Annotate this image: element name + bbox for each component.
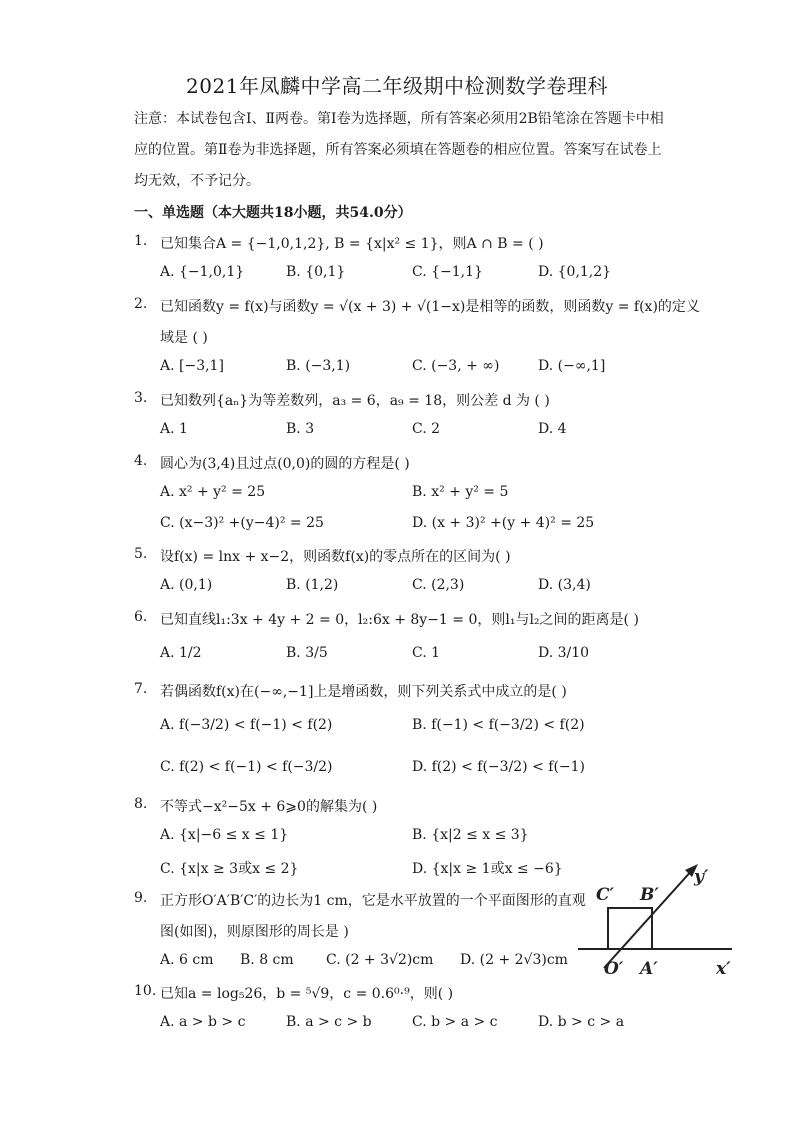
label-c: C′ (596, 885, 615, 905)
y-axis-line (604, 868, 694, 968)
question-text: 已知集合A = {−1,0,1,2}, B = {x|x² ≤ 1}，则A ∩ B = ( ) (160, 236, 544, 252)
option-a: A. 6 cm (160, 952, 214, 968)
question-number: 2. (134, 296, 148, 312)
label-b: B′ (640, 885, 659, 905)
option-c: C. (x−3)² +(y−4)² = 25 (160, 515, 324, 531)
option-b: B. f(−1) < f(−3/2) < f(2) (412, 717, 585, 733)
question-number: 4. (134, 453, 148, 469)
option-c: C. (2 + 3√2)cm (326, 952, 434, 968)
options-4b (160, 515, 680, 537)
option-b: B. x² + y² = 5 (412, 484, 509, 500)
options-3 (160, 421, 680, 443)
option-d: D. (2 + 2√3)cm (460, 952, 568, 968)
square-diagram (574, 856, 744, 986)
question-text: 已知函数y = f(x)与函数y = √(x + 3) + √(1−x)是相等的函数，则函数y = f(x)的定义 (160, 299, 700, 315)
option-a: A. x² + y² = 25 (160, 484, 266, 500)
option-b: B. {0,1} (286, 264, 346, 280)
question-text: 已知数列{aₙ}为等差数列，a₃ = 6，a₉ = 18，则公差 d 为 ( ) (160, 393, 550, 409)
option-c: C. {−1,1} (412, 264, 483, 280)
option-c: C. 2 (412, 421, 441, 437)
option-a: A. {−1,0,1} (160, 264, 245, 280)
question-text: 正方形O′A′B′C′的边长为1 cm，它是水平放置的一个平面图形的直观 (160, 893, 586, 909)
question-number: 6. (134, 609, 148, 625)
option-a: A. 1/2 (160, 645, 202, 661)
option-a: A. f(−3/2) < f(−1) < f(2) (160, 717, 333, 733)
option-a: A. (0,1) (160, 577, 213, 593)
question-text: 不等式−x²−5x + 6⩾0的解集为( ) (160, 799, 378, 815)
question-text: 若偶函数f(x)在(−∞,−1]上是增函数，则下列关系式中成立的是( ) (160, 684, 567, 700)
question-number: 1. (134, 233, 148, 249)
option-b: B. 3/5 (286, 645, 328, 661)
question-number: 10. (134, 983, 157, 999)
options-4a (160, 484, 680, 506)
question-text-cont: 域是 ( ) (160, 330, 208, 346)
option-b: B. 8 cm (240, 952, 294, 968)
label-x: x′ (716, 959, 731, 979)
options-7b (160, 759, 680, 781)
label-y: y′ (694, 867, 709, 887)
option-b: B. (−3,1) (286, 358, 351, 374)
option-a: A. a > b > c (160, 1014, 246, 1030)
option-b: B. 3 (286, 421, 315, 437)
option-a: A. [−3,1] (160, 358, 224, 374)
option-a: A. {x|−6 ≤ x ≤ 1} (160, 827, 289, 843)
notice-text: 注意：本试卷包含Ⅰ、Ⅱ两卷。第Ⅰ卷为选择题，所有答案必须用2B铅笔涂在答题卡中相应的位置。第Ⅱ卷为非选择题，所有答案必须填在答题卷的相应位置。答案写在试卷上均无效，不予记分。 (134, 111, 664, 189)
square-shape (608, 908, 652, 949)
option-b: B. (1,2) (286, 577, 339, 593)
option-c: C. (−3, + ∞) (412, 358, 500, 374)
options-6 (160, 645, 680, 667)
question-text: 已知a = log₅26，b = ⁵√9，c = 0.6⁰·⁹，则( ) (160, 986, 454, 1002)
option-d: D. {0,1,2} (538, 264, 612, 280)
option-d: D. 4 (538, 421, 567, 437)
option-d: D. (x + 3)² +(y + 4)² = 25 (412, 515, 595, 531)
option-d: D. (−∞,1] (538, 358, 606, 374)
question-number: 8. (134, 796, 148, 812)
question-number: 9. (134, 890, 148, 906)
question-text: 已知直线l₁:3x + 4y + 2 = 0，l₂:6x + 8y−1 = 0，则l₁与l₂之间的距离是( ) (160, 612, 639, 628)
option-c: C. {x|x ≥ 3或x ≤ 2} (160, 861, 299, 877)
question-number: 5. (134, 546, 148, 562)
label-o: O′ (604, 959, 624, 979)
option-c: C. 1 (412, 645, 441, 661)
options-5 (160, 577, 680, 599)
label-a: A′ (640, 959, 658, 979)
options-1 (160, 264, 680, 286)
question-number: 7. (134, 681, 148, 697)
option-d: D. f(2) < f(−3/2) < f(−1) (412, 759, 586, 775)
options-8a (160, 827, 680, 849)
option-c: C. b > a > c (412, 1014, 498, 1030)
section-heading: 一、单选题（本大题共18小题，共54.0分） (134, 205, 412, 221)
option-d: D. 3/10 (538, 645, 590, 661)
option-c: C. f(2) < f(−1) < f(−3/2) (160, 759, 333, 775)
options-9 (160, 952, 570, 974)
option-b: B. {x|2 ≤ x ≤ 3} (412, 827, 529, 843)
option-c: C. (2,3) (412, 577, 465, 593)
options-7a (160, 717, 680, 739)
option-d: D. b > c > a (538, 1014, 625, 1030)
options-10 (160, 1014, 680, 1036)
option-d: D. {x|x ≥ 1或x ≤ −6} (412, 861, 563, 877)
page-title: 2021年凤麟中学高二年级期中检测数学卷理科 (186, 74, 608, 98)
question-text-cont: 图(如图)，则原图形的周长是 ) (160, 924, 349, 940)
question-text: 设f(x) = lnx + x−2，则函数f(x)的零点所在的区间为( ) (160, 549, 511, 565)
option-b: B. a > c > b (286, 1014, 372, 1030)
square-diagram-svg (574, 856, 744, 986)
option-a: A. 1 (160, 421, 188, 437)
question-number: 3. (134, 390, 148, 406)
question-text: 圆心为(3,4)且过点(0,0)的圆的方程是( ) (160, 456, 410, 472)
option-d: D. (3,4) (538, 577, 591, 593)
options-2 (160, 358, 680, 380)
